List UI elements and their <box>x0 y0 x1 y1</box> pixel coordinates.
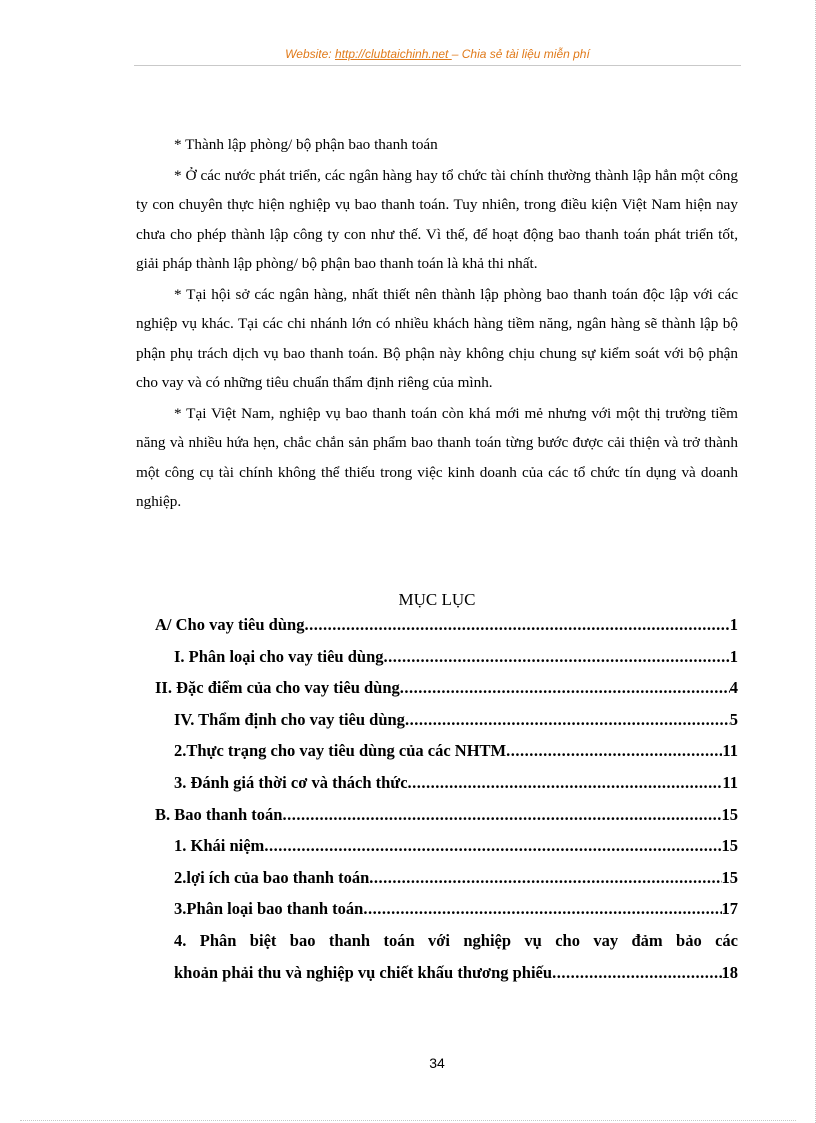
toc-entry-label: 3. Đánh giá thời cơ và thách thức <box>174 772 408 792</box>
toc-entry-label: 2.lợi ích của bao thanh toán <box>174 867 370 887</box>
page-header <box>134 47 741 61</box>
toc-leader <box>363 893 721 925</box>
toc-entry-page: 15 <box>721 836 738 856</box>
header-link[interactable]: http://clubtaichinh.net <box>334 47 452 61</box>
toc-entry-page: 5 <box>729 709 738 729</box>
toc-leader <box>304 609 729 641</box>
toc-title: MỤC LỤC <box>398 590 476 609</box>
toc-entry[interactable] <box>174 893 738 925</box>
table-of-contents <box>155 609 738 988</box>
paragraph: * Thành lập phòng/ bộ phận bao thanh toán <box>174 136 438 153</box>
toc-entry-label: II. Đặc điểm của cho vay tiêu dùng <box>155 678 400 698</box>
toc-leader <box>552 957 721 989</box>
paragraph: * Tại hội sở các ngân hàng, nhất thiết nên thành lập phòng bao thanh toán độc lập với các nghiệp vụ khác. Tại các chi nhánh lớn có nhiều khách hàng tiềm năng, ngân hàng sẽ thành lập bộ phận phụ trách dịch vụ bao thanh toán. Bộ phận này không chịu chung sự kiểm soát với bộ phận cho vay và có những tiêu chuẩn thẩm định riêng của mình. <box>136 285 738 391</box>
toc-entry-label: IV. Thẩm định cho vay tiêu dùng <box>174 709 405 729</box>
toc-entry[interactable] <box>174 830 738 862</box>
toc-leader <box>506 735 722 767</box>
toc-entry[interactable] <box>155 799 738 831</box>
toc-leader <box>264 830 721 862</box>
toc-entry-label: I. Phân loại cho vay tiêu dùng <box>174 646 384 666</box>
page-border <box>20 1120 796 1122</box>
paragraph: * Ở các nước phát triển, các ngân hàng hay tổ chức tài chính thường thành lập hẳn một công ty con chuyên thực hiện nghiệp vụ bao thanh toán. Tuy nhiên, trong điều kiện Việt Nam hiện nay chưa cho phép thành lập công ty con như thế. Vì thế, để hoạt động bao thanh toán phát triển tốt, giải pháp thành lập phòng/ bộ phận bao thanh toán là khả thi nhất. <box>136 166 738 272</box>
toc-entry-label: 4. Phân biệt bao thanh toán với nghiệp vụ cho vay đảm bảo các <box>174 930 738 950</box>
header-divider <box>134 65 741 66</box>
toc-entry-label: 3.Phân loại bao thanh toán <box>174 899 364 919</box>
toc-entry-page: 1 <box>729 615 738 634</box>
toc-entry[interactable] <box>174 735 738 767</box>
toc-entry-page: 4 <box>729 678 738 698</box>
toc-entry-page: 15 <box>721 867 738 887</box>
toc-entry-label: A/ Cho vay tiêu dùng <box>155 615 305 634</box>
toc-leader <box>282 799 721 831</box>
toc-entry-label: 2.Thực trạng cho vay tiêu dùng của các NHTM <box>174 741 507 761</box>
toc-entry[interactable] <box>174 704 738 736</box>
toc-entry-label: B. Bao thanh toán <box>155 804 283 824</box>
toc-entry[interactable] <box>155 609 738 641</box>
toc-entry-page: 11 <box>722 772 738 792</box>
toc-entry[interactable] <box>174 862 738 894</box>
paragraph: * Tại Việt Nam, nghiệp vụ bao thanh toán còn khá mới mẻ nhưng với một thị trường tiềm năng và nhiều hứa hẹn, chắc chắn sản phẩm bao thanh toán từng bước được cải thiện và trở thành một công cụ tài chính không thể thiếu trong việc kinh doanh của các tổ chức tín dụng và doanh nghiệp. <box>136 404 738 510</box>
toc-entry-continuation <box>174 957 738 989</box>
page-number: 34 <box>429 1055 445 1071</box>
toc-entry-page: 11 <box>722 741 738 761</box>
toc-entry[interactable] <box>174 925 738 988</box>
toc-entry[interactable] <box>155 672 738 704</box>
toc-leader <box>408 767 723 799</box>
header-prefix: Website: <box>285 47 335 61</box>
toc-entry-label: 1. Khái niệm <box>174 836 265 856</box>
toc-entry-page: 17 <box>721 899 738 919</box>
toc-entry[interactable] <box>174 641 738 673</box>
toc-entry-page: 1 <box>729 646 738 666</box>
toc-leader <box>400 672 730 704</box>
toc-entry-page: 15 <box>721 804 738 824</box>
toc-entry[interactable] <box>174 767 738 799</box>
toc-entry-page: 18 <box>721 962 738 982</box>
toc-leader <box>405 704 730 736</box>
toc-leader <box>369 862 721 894</box>
header-suffix: – Chia sẻ tài liệu miễn phí <box>451 47 590 61</box>
body-text <box>136 130 738 518</box>
toc-entry-label: khoản phải thu và nghiệp vụ chiết khấu thương phiếu <box>174 962 553 982</box>
toc-leader <box>384 641 730 673</box>
